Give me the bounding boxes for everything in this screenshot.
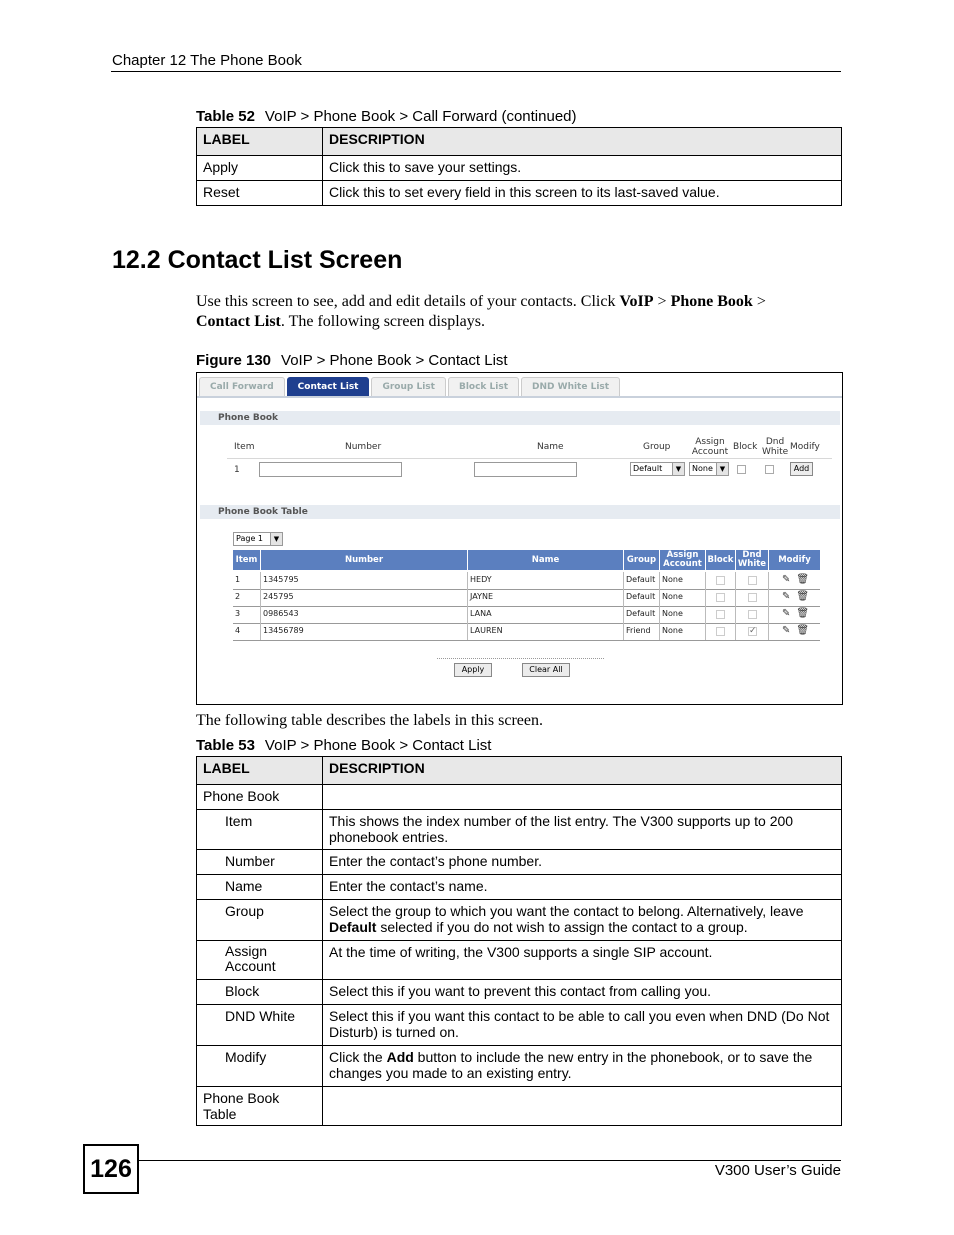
phone-book-table-section-bar: Phone Book Table: [200, 505, 840, 519]
row-item: 1: [233, 572, 261, 589]
table53-row-label: Modify: [197, 1046, 323, 1087]
table52: [196, 127, 842, 206]
edit-icon[interactable]: ✎: [781, 574, 791, 585]
footer-rule: [139, 1160, 841, 1161]
form-item-value: 1: [234, 465, 240, 475]
table52-row-label: Reset: [197, 181, 323, 206]
assign-select-value: None: [692, 464, 713, 473]
edit-icon[interactable]: ✎: [781, 608, 791, 619]
desc-text: button to include the new entry in the phonebook, or to save the changes you made to an existing entry.: [329, 1049, 813, 1081]
row-name: JAYNE: [468, 589, 624, 606]
delete-icon[interactable]: 🗑: [796, 574, 810, 585]
table53-row-desc: Select this if you want to prevent this contact from calling you.: [323, 980, 842, 1005]
desc-bold: Add: [386, 1049, 414, 1065]
form-header-block: Block: [733, 442, 758, 452]
row-dnd-cell: [736, 606, 769, 623]
tab-underline: [197, 396, 842, 398]
dnd-checkbox-checked[interactable]: ✓: [749, 626, 757, 636]
number-input[interactable]: [259, 462, 402, 477]
dnd-checkbox[interactable]: [748, 593, 757, 602]
table53-row-desc: Enter the contact’s phone number.: [323, 850, 842, 875]
dropdown-arrow-icon: ▼: [716, 463, 728, 475]
contact-list-screenshot: [196, 372, 843, 705]
delete-icon[interactable]: 🗑: [796, 625, 810, 636]
intro-text: Use this screen to see, add and edit details of your contacts. Click: [196, 293, 620, 310]
row-group: Friend: [624, 623, 660, 640]
row-block-cell: [706, 623, 736, 640]
table52-caption: [196, 108, 577, 125]
row-name: HEDY: [468, 572, 624, 589]
table53-row-label: Name: [197, 875, 323, 900]
table53: [196, 756, 842, 1126]
row-modify-cell: [769, 623, 820, 640]
row-modify-cell: [769, 589, 820, 606]
table53-row-label: Block: [197, 980, 323, 1005]
tab-dnd-white-list[interactable]: DND White List: [521, 377, 620, 397]
assign-account-select[interactable]: [689, 462, 729, 476]
table53-row-label: DND White: [197, 1005, 323, 1046]
dropdown-arrow-icon: ▼: [270, 533, 282, 545]
dnd-checkbox[interactable]: [748, 610, 757, 619]
row-dnd-cell: [736, 623, 769, 640]
table52-title: VoIP > Phone Book > Call Forward (continued): [264, 108, 577, 125]
form-header-item: Item: [234, 442, 255, 452]
figure-title: VoIP > Phone Book > Contact List: [281, 352, 508, 369]
block-checkbox[interactable]: [716, 593, 725, 602]
figure-number: Figure 130: [196, 352, 272, 369]
grid-col-number: Number: [261, 550, 468, 570]
row-number: 1345795: [261, 572, 468, 589]
row-block-cell: [706, 589, 736, 606]
group-select-value: Default: [633, 464, 663, 473]
row-block-cell: [706, 572, 736, 589]
table52-col-description: DESCRIPTION: [323, 128, 842, 156]
block-checkbox[interactable]: [737, 465, 746, 474]
table53-row-desc: [323, 1087, 842, 1126]
row-number: 245795: [261, 589, 468, 606]
form-header-modify: Modify: [790, 442, 820, 452]
row-modify-cell: [769, 572, 820, 589]
grid-col-item: Item: [233, 550, 261, 570]
phone-book-section-bar: Phone Book: [200, 411, 840, 425]
row-number: 13456789: [261, 623, 468, 640]
clear-all-button[interactable]: Clear All: [522, 663, 570, 677]
edit-icon[interactable]: ✎: [781, 625, 791, 636]
tab-block-list[interactable]: Block List: [448, 377, 519, 397]
row-group: Default: [624, 606, 660, 623]
table53-row-desc: At the time of writing, the V300 supports a single SIP account.: [323, 941, 842, 980]
table53-row-label: Assign Account: [197, 941, 323, 980]
grid-col-assign: Assign Account: [660, 550, 706, 570]
block-checkbox[interactable]: [716, 576, 725, 585]
row-number: 0986543: [261, 606, 468, 623]
block-checkbox[interactable]: [716, 610, 725, 619]
table52-number: Table 52: [196, 108, 255, 125]
form-header-name: Name: [537, 442, 564, 452]
table52-row-label: Apply: [197, 156, 323, 181]
intro-text: . The following screen displays.: [280, 313, 485, 330]
row-item: 4: [233, 623, 261, 640]
button-separator: [437, 658, 604, 659]
row-dnd-cell: [736, 572, 769, 589]
table-row: [233, 572, 820, 590]
row-assign: None: [660, 589, 706, 606]
row-block-cell: [706, 606, 736, 623]
header-rule: [111, 71, 841, 72]
dnd-checkbox[interactable]: [748, 576, 757, 585]
row-assign: None: [660, 606, 706, 623]
table53-row-desc: Enter the contact’s name.: [323, 875, 842, 900]
desc-text: Click the: [329, 1049, 387, 1065]
table53-caption: [196, 737, 491, 754]
form-header-rule: [227, 458, 832, 459]
group-select[interactable]: [630, 462, 685, 476]
grid-col-dnd: Dnd White: [736, 550, 769, 570]
tab-call-forward[interactable]: Call Forward: [199, 377, 285, 397]
table-row: [233, 623, 820, 641]
intro-text: >: [752, 293, 766, 310]
table53-number: Table 53: [196, 737, 255, 754]
figure-caption: [196, 352, 508, 369]
row-name: LAUREN: [468, 623, 624, 640]
table53-row-label: Item: [197, 810, 323, 850]
table52-row-desc: Click this to set every field in this screen to its last-saved value.: [323, 181, 842, 206]
row-name: LANA: [468, 606, 624, 623]
block-checkbox[interactable]: [716, 627, 725, 636]
page-select-value: Page 1: [236, 534, 263, 543]
intro-text: >: [653, 293, 671, 310]
table53-row-label: Number: [197, 850, 323, 875]
grid-col-group: Group: [624, 550, 660, 570]
table53-row-desc: [323, 785, 842, 810]
row-item: 3: [233, 606, 261, 623]
table53-title: VoIP > Phone Book > Contact List: [264, 737, 492, 754]
table53-row-label: Phone Book: [197, 785, 323, 810]
intro-bold: Contact List: [196, 313, 281, 330]
phone-book-grid-header: [233, 550, 820, 570]
delete-icon[interactable]: 🗑: [796, 591, 810, 602]
name-input[interactable]: [474, 462, 577, 477]
row-group: Default: [624, 589, 660, 606]
table53-row-label: Group: [197, 900, 323, 941]
table53-row-desc: [323, 900, 842, 941]
desc-text: Select the group to which you want the contact to belong. Alternatively, leave: [329, 903, 804, 919]
add-button[interactable]: Add: [790, 462, 813, 476]
dropdown-arrow-icon: ▼: [672, 463, 684, 475]
row-assign: None: [660, 572, 706, 589]
table52-row-desc: Click this to save your settings.: [323, 156, 842, 181]
desc-bold: Default: [329, 919, 377, 935]
intro-bold: VoIP: [619, 293, 654, 310]
form-header-group: Group: [643, 442, 671, 452]
footer-guide-title: V300 User’s Guide: [714, 1162, 841, 1179]
intro-bold: Phone Book: [670, 293, 753, 310]
form-header-dnd: Dnd White: [762, 437, 789, 457]
tab-bar: [199, 377, 620, 397]
dnd-white-checkbox[interactable]: [765, 465, 774, 474]
row-item: 2: [233, 589, 261, 606]
grid-col-modify: Modify: [769, 550, 820, 570]
delete-icon[interactable]: 🗑: [796, 608, 810, 619]
table-row: [233, 589, 820, 607]
tab-contact-list[interactable]: Contact List: [287, 377, 370, 397]
row-modify-cell: [769, 606, 820, 623]
table53-row-desc: Select this if you want this contact to be able to call you even when DND (Do Not Disturb) is turned on.: [323, 1005, 842, 1046]
table53-col-label: LABEL: [197, 757, 323, 785]
chapter-header: Chapter 12 The Phone Book: [112, 52, 302, 69]
page-number: 126: [83, 1144, 139, 1194]
apply-button[interactable]: Apply: [454, 663, 492, 677]
table-row: [233, 606, 820, 624]
grid-col-name: Name: [468, 550, 624, 570]
row-assign: None: [660, 623, 706, 640]
desc-text: selected if you do not wish to assign the contact to a group.: [376, 919, 748, 935]
table53-col-description: DESCRIPTION: [323, 757, 842, 785]
row-group: Default: [624, 572, 660, 589]
page-select[interactable]: [233, 532, 283, 546]
form-header-assign: Assign Account: [691, 437, 729, 457]
tab-group-list[interactable]: Group List: [371, 377, 445, 397]
table53-row-desc: [323, 1046, 842, 1087]
table53-row-label: Phone Book Table: [197, 1087, 323, 1126]
table-intro: The following table describes the labels in this screen.: [196, 712, 544, 729]
section-title: 12.2 Contact List Screen: [112, 246, 403, 274]
grid-col-block: Block: [706, 550, 736, 570]
edit-icon[interactable]: ✎: [781, 591, 791, 602]
row-dnd-cell: [736, 589, 769, 606]
intro-paragraph: [196, 292, 836, 332]
table53-row-desc: This shows the index number of the list entry. The V300 supports up to 200 phonebook entries.: [323, 810, 842, 850]
table52-col-label: LABEL: [197, 128, 323, 156]
form-header-number: Number: [345, 442, 382, 452]
